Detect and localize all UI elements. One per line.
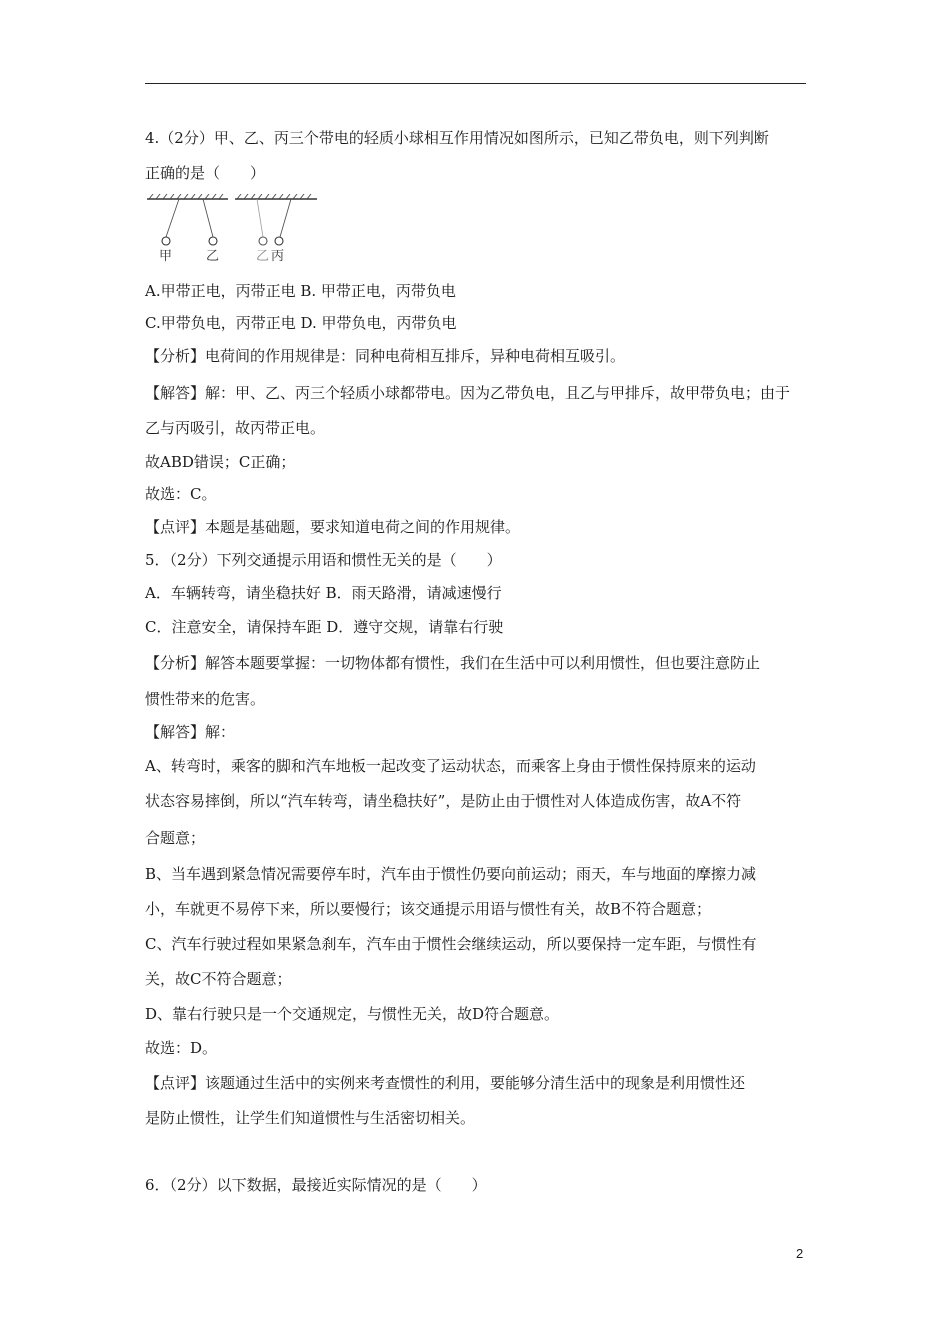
label-yi-right: 乙 (256, 249, 270, 262)
q4-answer-line-3: 故ABD错误；C正确； (145, 453, 296, 471)
ball-yi-right (259, 237, 267, 245)
q5-answer-choice: 故选：D。 (145, 1039, 218, 1057)
q5-options-cd: C．注意安全，请保持车距 D．遵守交规，请靠右行驶 (145, 618, 504, 636)
q5-answer-d: D、靠右行驶只是一个交通规定，与惯性无关，故D符合题意。 (145, 1005, 560, 1023)
q6-stem: 6．（2分）以下数据，最接近实际情况的是（ ） (145, 1176, 487, 1194)
q4-answer-line-2: 乙与丙吸引，故丙带正电。 (145, 419, 326, 437)
q4-stem-line-1: 4.（2分）甲、乙、丙三个带电的轻质小球相互作用情况如图所示，已知乙带负电，则下列判断 (145, 129, 769, 147)
q5-options-ab: A．车辆转弯，请坐稳扶好 B．雨天路滑，请减速慢行 (145, 584, 502, 602)
q5-answer-b-line-1: B、当车遇到紧急情况需要停车时，汽车由于惯性仍要向前运动；雨天，车与地面的摩擦力减 (145, 865, 757, 883)
ball-jia (162, 237, 170, 245)
q5-comment-line-1: 【点评】该题通过生活中的实例来考查惯性的利用，要能够分清生活中的现象是利用惯性还 (145, 1074, 746, 1092)
label-yi-left: 乙 (206, 249, 220, 262)
q5-stem: 5．（2分）下列交通提示用语和惯性无关的是（ ） (145, 551, 502, 569)
q5-analysis-line-2: 惯性带来的危害。 (145, 690, 266, 708)
q5-answer-a-line-1: A、转弯时，乘客的脚和汽车地板一起改变了运动状态，而乘客上身由于惯性保持原来的运动 (145, 757, 756, 775)
q4-analysis: 【分析】电荷间的作用规律是：同种电荷相互排斥，异种电荷相互吸引。 (145, 347, 626, 365)
ball-bing (275, 237, 283, 245)
q5-answer-a-line-3: 合题意； (145, 829, 206, 847)
q5-answer-a-line-2: 状态容易摔倒，所以“汽车转弯，请坐稳扶好”，是防止由于惯性对人体造成伤害，故A不符 (145, 792, 742, 810)
label-bing: 丙 (271, 249, 285, 262)
q4-answer-choice: 故选：C。 (145, 485, 217, 503)
header-rule (145, 83, 806, 84)
q4-charged-balls-figure (145, 194, 320, 262)
thread-yi-left (203, 199, 213, 237)
page-number: 2 (796, 1246, 804, 1261)
thread-bing (280, 199, 291, 237)
q5-analysis-line-1: 【分析】解答本题要掌握：一切物体都有惯性，我们在生活中可以利用惯性，但也要注意防止 (145, 654, 761, 672)
q4-options-cd: C.甲带负电，丙带正电 D. 甲带负电，丙带负电 (145, 314, 457, 332)
label-jia: 甲 (159, 249, 173, 262)
q4-comment: 【点评】本题是基础题，要求知道电荷之间的作用规律。 (145, 518, 521, 536)
q5-answer-c-line-1: C、汽车行驶过程如果紧急刹车，汽车由于惯性会继续运动，所以要保持一定车距，与惯性有 (145, 935, 757, 953)
q4-answer-line-1: 【解答】解：甲、乙、丙三个轻质小球都带电。因为乙带负电，且乙与甲排斥，故甲带负电；由于 (145, 384, 791, 402)
ball-yi-left (209, 237, 217, 245)
thread-yi-right (257, 199, 263, 237)
q4-stem-line-2: 正确的是（ ） (145, 164, 266, 182)
q5-answer-head: 【解答】解： (145, 723, 236, 741)
q4-options-ab: A.甲带正电，丙带正电 B. 甲带正电，丙带负电 (145, 282, 456, 300)
q5-answer-c-line-2: 关，故C不符合题意； (145, 970, 292, 988)
q5-comment-line-2: 是防止惯性，让学生们知道惯性与生活密切相关。 (145, 1109, 476, 1127)
q5-answer-b-line-2: 小，车就更不易停下来，所以要慢行；该交通提示用语与惯性有关，故B不符合题意； (145, 900, 712, 918)
thread-jia (166, 199, 179, 237)
